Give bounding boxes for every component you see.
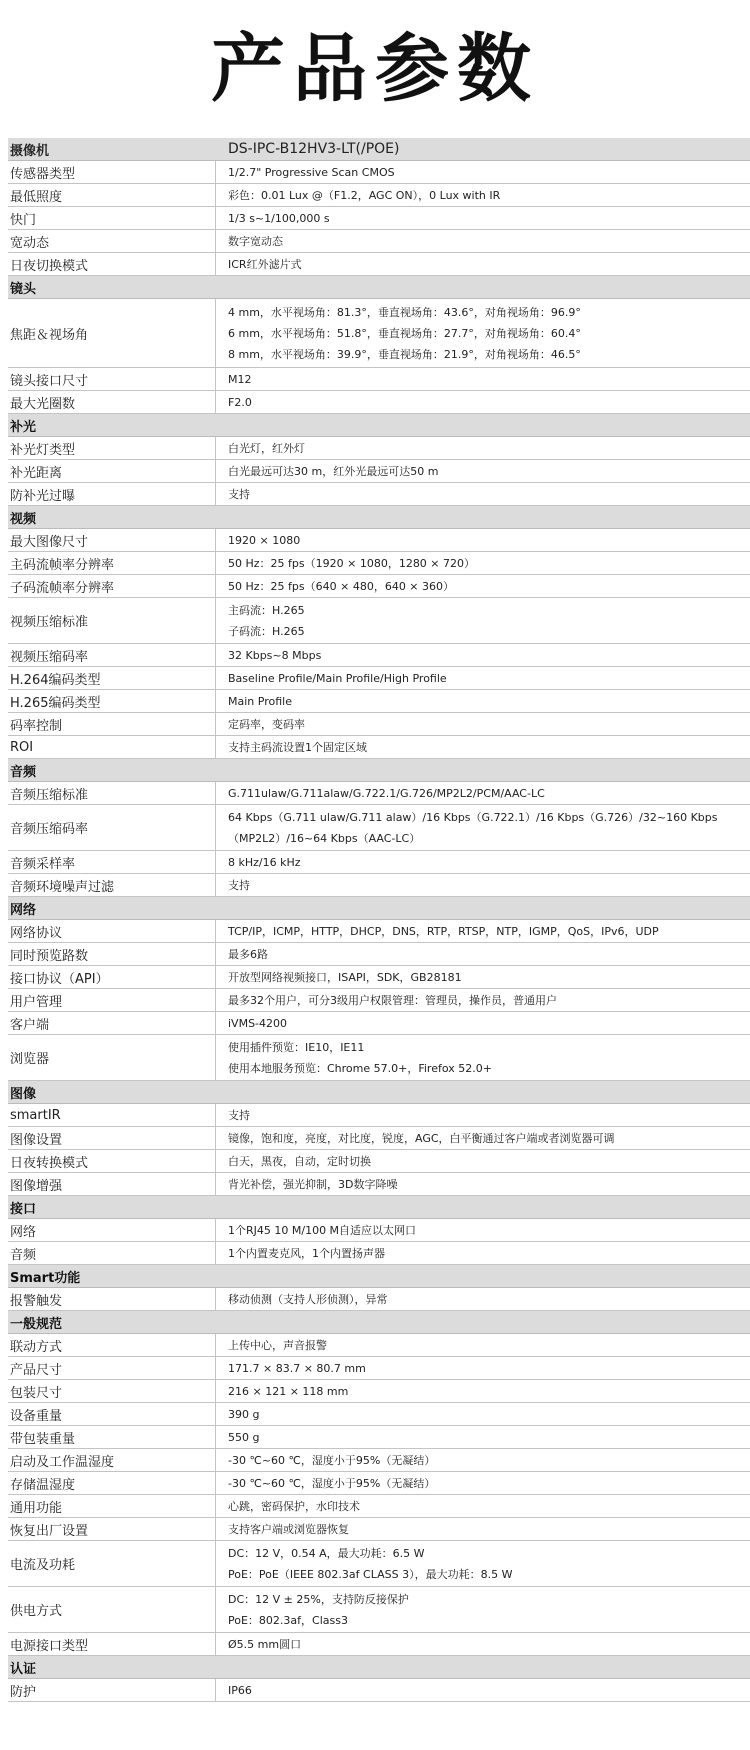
spec-label: 用户管理	[8, 989, 216, 1011]
spec-value	[216, 690, 750, 712]
spec-value	[216, 1449, 750, 1471]
spec-label: 客户端	[8, 1012, 216, 1034]
spec-row	[8, 989, 750, 1012]
spec-value-line: （MP2L2）/16~64 Kbps（AAC-LC）	[228, 831, 421, 845]
spec-value-line: Baseline Profile/Main Profile/High Profile	[228, 671, 447, 685]
spec-label: 子码流帧率分辨率	[8, 575, 216, 597]
spec-value-line: 1/3 s~1/100,000 s	[228, 211, 330, 225]
spec-value	[216, 184, 750, 206]
spec-label: 焦距＆视场角	[8, 299, 216, 367]
spec-row	[8, 690, 750, 713]
spec-label: 视频压缩标准	[8, 598, 216, 643]
spec-value	[216, 575, 750, 597]
spec-value-line: 1个RJ45 10 M/100 M自适应以太网口	[228, 1223, 417, 1237]
spec-value-line: DC：12 V，0.54 A，最大功耗：6.5 W	[228, 1546, 425, 1560]
spec-value	[216, 1104, 750, 1126]
spec-label: 启动及工作温湿度	[8, 1449, 216, 1471]
spec-row	[8, 368, 750, 391]
spec-row	[8, 1150, 750, 1173]
page-title: 产品参数	[211, 26, 539, 112]
spec-value	[216, 1633, 750, 1655]
spec-value	[216, 1587, 750, 1632]
spec-label: 日夜转换模式	[8, 1150, 216, 1172]
spec-row	[8, 598, 750, 644]
spec-row	[8, 920, 750, 943]
section-header	[8, 276, 750, 299]
spec-row	[8, 943, 750, 966]
section-title: 认证	[10, 1661, 37, 1677]
spec-value-line: 白天，黑夜，自动，定时切换	[228, 1154, 371, 1168]
section-title: 图像	[10, 1086, 37, 1102]
spec-value-line: 移动侦测（支持人形侦测），异常	[228, 1292, 388, 1306]
spec-row	[8, 1449, 750, 1472]
spec-value	[216, 1426, 750, 1448]
spec-value-line: 8 mm，水平视场角：39.9°，垂直视场角：21.9°，对角视场角：46.5°	[228, 347, 581, 361]
spec-label: 快门	[8, 207, 216, 229]
spec-row	[8, 874, 750, 897]
spec-row	[8, 1127, 750, 1150]
spec-label: 补光距离	[8, 460, 216, 482]
section-header	[8, 1196, 750, 1219]
spec-row	[8, 1288, 750, 1311]
spec-table	[8, 138, 750, 1702]
spec-value-line: 390 g	[228, 1407, 260, 1421]
section-header	[8, 414, 750, 437]
spec-row	[8, 184, 750, 207]
section-title: 补光	[10, 419, 37, 435]
spec-value	[216, 1357, 750, 1379]
spec-value	[216, 1127, 750, 1149]
spec-value-line: DC：12 V ± 25%，支持防反接保护	[228, 1592, 409, 1606]
spec-value	[216, 598, 750, 643]
spec-label: 电源接口类型	[8, 1633, 216, 1655]
spec-row	[8, 1242, 750, 1265]
spec-row	[8, 1633, 750, 1656]
spec-label: 供电方式	[8, 1587, 216, 1632]
spec-label: 音频采样率	[8, 851, 216, 873]
section-title: 一般规范	[10, 1316, 63, 1332]
spec-label: 网络协议	[8, 920, 216, 942]
spec-label: 电流及功耗	[8, 1541, 216, 1586]
section-header	[8, 897, 750, 920]
spec-value-line: TCP/IP，ICMP，HTTP，DHCP，DNS，RTP，RTSP，NTP，IGMP，QoS，IPv6，UDP	[228, 924, 659, 938]
spec-label: 视频压缩码率	[8, 644, 216, 666]
spec-value-line: F2.0	[228, 395, 252, 409]
page-header	[0, 0, 750, 138]
spec-value-line: 白光最远可达30 m，红外光最远可达50 m	[228, 464, 439, 478]
spec-label: 补光灯类型	[8, 437, 216, 459]
spec-label: 音频压缩标准	[8, 782, 216, 804]
spec-value	[216, 1380, 750, 1402]
spec-value	[216, 1472, 750, 1494]
spec-label: ROI	[8, 736, 216, 758]
spec-value-line: 550 g	[228, 1430, 260, 1444]
spec-value-line: 1920 × 1080	[228, 533, 301, 547]
section-title: Smart功能	[10, 1270, 81, 1286]
spec-value	[216, 437, 750, 459]
spec-row	[8, 299, 750, 368]
spec-value	[216, 299, 750, 367]
model-value: DS-IPC-B12HV3-LT(/POE)	[228, 141, 400, 157]
spec-value	[216, 851, 750, 873]
spec-row	[8, 552, 750, 575]
spec-value-line: 子码流：H.265	[228, 624, 305, 638]
spec-value	[216, 1035, 750, 1080]
spec-value-line: 最多32个用户，可分3级用户权限管理：管理员，操作员，普通用户	[228, 993, 557, 1007]
spec-row	[8, 483, 750, 506]
section-header	[8, 1081, 750, 1104]
spec-row	[8, 667, 750, 690]
spec-value	[216, 368, 750, 390]
spec-row	[8, 736, 750, 759]
spec-value	[216, 943, 750, 965]
spec-value	[216, 483, 750, 505]
spec-label: 存储温湿度	[8, 1472, 216, 1494]
spec-value-line: -30 ℃~60 ℃，湿度小于95%（无凝结）	[228, 1453, 436, 1467]
spec-value-line: PoE：802.3af，Class3	[228, 1613, 348, 1627]
spec-row	[8, 460, 750, 483]
spec-value-line: 8 kHz/16 kHz	[228, 855, 301, 869]
spec-value-line: -30 ℃~60 ℃，湿度小于95%（无凝结）	[228, 1476, 436, 1490]
spec-row	[8, 575, 750, 598]
spec-row	[8, 230, 750, 253]
spec-value-line: 支持主码流设置1个固定区域	[228, 740, 367, 754]
spec-label: 通用功能	[8, 1495, 216, 1517]
model-label: 摄像机	[10, 143, 50, 159]
spec-label: H.265编码类型	[8, 690, 216, 712]
spec-value	[216, 667, 750, 689]
spec-label: 最大图像尺寸	[8, 529, 216, 551]
spec-value	[216, 713, 750, 735]
spec-value-line: 50 Hz：25 fps（1920 × 1080，1280 × 720）	[228, 556, 476, 570]
spec-value	[216, 552, 750, 574]
spec-label: 码率控制	[8, 713, 216, 735]
spec-row	[8, 1472, 750, 1495]
spec-value-line: 216 × 121 × 118 mm	[228, 1384, 349, 1398]
spec-value	[216, 989, 750, 1011]
spec-label: 最低照度	[8, 184, 216, 206]
section-header	[8, 1311, 750, 1334]
section-title: 镜头	[10, 281, 37, 297]
spec-value	[216, 1288, 750, 1310]
spec-value	[216, 805, 750, 850]
spec-label: 设备重量	[8, 1403, 216, 1425]
spec-value-line: 镜像，饱和度，亮度，对比度，锐度，AGC，白平衡通过客户端或者浏览器可调	[228, 1131, 615, 1145]
spec-value-line: 彩色：0.01 Lux @（F1.2，AGC ON），0 Lux with IR	[228, 188, 501, 202]
spec-value-line: 上传中心，声音报警	[228, 1338, 327, 1352]
spec-value-line: 最多6路	[228, 947, 268, 961]
section-header	[8, 1265, 750, 1288]
spec-label: 同时预览路数	[8, 943, 216, 965]
spec-label: 浏览器	[8, 1035, 216, 1080]
spec-value-line: 32 Kbps~8 Mbps	[228, 648, 322, 662]
spec-row	[8, 1012, 750, 1035]
spec-row	[8, 1541, 750, 1587]
spec-row	[8, 644, 750, 667]
spec-row	[8, 1035, 750, 1081]
spec-label: 最大光圈数	[8, 391, 216, 413]
spec-label: 图像增强	[8, 1173, 216, 1195]
spec-label: 传感器类型	[8, 161, 216, 183]
spec-row	[8, 161, 750, 184]
spec-label: 主码流帧率分辨率	[8, 552, 216, 574]
spec-value-line: ICR红外滤片式	[228, 257, 302, 271]
spec-value	[216, 1518, 750, 1540]
spec-value	[216, 874, 750, 896]
spec-row	[8, 207, 750, 230]
spec-label: 报警触发	[8, 1288, 216, 1310]
spec-value	[216, 1541, 750, 1586]
spec-value	[216, 391, 750, 413]
spec-value	[216, 207, 750, 229]
spec-value-line: M12	[228, 372, 252, 386]
spec-row	[8, 1679, 750, 1702]
section-header	[8, 1656, 750, 1679]
spec-row	[8, 1173, 750, 1196]
spec-row	[8, 1403, 750, 1426]
spec-value-line: 4 mm，水平视场角：81.3°，垂直视场角：43.6°，对角视场角：96.9°	[228, 305, 581, 319]
spec-value-line: 1/2.7" Progressive Scan CMOS	[228, 165, 395, 179]
spec-value	[216, 1219, 750, 1241]
spec-value	[216, 460, 750, 482]
spec-label: 镜头接口尺寸	[8, 368, 216, 390]
spec-label: 音频环境噪声过滤	[8, 874, 216, 896]
spec-row	[8, 1380, 750, 1403]
spec-value	[216, 1495, 750, 1517]
spec-value	[216, 736, 750, 758]
spec-value-line: 支持	[228, 878, 250, 892]
section-title: 音频	[10, 764, 37, 780]
spec-label: 包装尺寸	[8, 1380, 216, 1402]
spec-value-line: 定码率，变码率	[228, 717, 305, 731]
spec-value	[216, 1334, 750, 1356]
spec-value-line: 数字宽动态	[228, 234, 283, 248]
spec-value-line: 使用本地服务预览：Chrome 57.0+，Firefox 52.0+	[228, 1061, 492, 1075]
spec-value-line: 背光补偿，强光抑制，3D数字降噪	[228, 1177, 398, 1191]
spec-value	[216, 1242, 750, 1264]
spec-value-line: 6 mm，水平视场角：51.8°，垂直视场角：27.7°，对角视场角：60.4°	[228, 326, 581, 340]
spec-value	[216, 161, 750, 183]
spec-label: 音频	[8, 1242, 216, 1264]
spec-value	[216, 782, 750, 804]
spec-value-line: 支持	[228, 1108, 250, 1122]
spec-value-line: 171.7 × 83.7 × 80.7 mm	[228, 1361, 366, 1375]
spec-value-line: 开放型网络视频接口，ISAPI，SDK，GB28181	[228, 970, 462, 984]
spec-label: 音频压缩码率	[8, 805, 216, 850]
spec-label: 产品尺寸	[8, 1357, 216, 1379]
spec-value-line: iVMS-4200	[228, 1016, 288, 1030]
spec-value-line: 50 Hz：25 fps（640 × 480，640 × 360）	[228, 579, 455, 593]
model-row	[8, 138, 750, 161]
spec-value-line: 支持客户端或浏览器恢复	[228, 1522, 349, 1536]
spec-value	[216, 966, 750, 988]
spec-row	[8, 713, 750, 736]
spec-value	[216, 253, 750, 275]
spec-row	[8, 1495, 750, 1518]
spec-value	[216, 1173, 750, 1195]
spec-row	[8, 1219, 750, 1242]
spec-value	[216, 1012, 750, 1034]
spec-value	[216, 1403, 750, 1425]
spec-value-line: G.711ulaw/G.711alaw/G.722.1/G.726/MP2L2/PCM/AAC-LC	[228, 786, 545, 800]
section-header	[8, 506, 750, 529]
spec-row	[8, 391, 750, 414]
spec-row	[8, 1587, 750, 1633]
spec-row	[8, 782, 750, 805]
spec-value-line: 使用插件预览：IE10，IE11	[228, 1040, 365, 1054]
section-header	[8, 759, 750, 782]
spec-label: 恢复出厂设置	[8, 1518, 216, 1540]
spec-value	[216, 644, 750, 666]
spec-label: 图像设置	[8, 1127, 216, 1149]
spec-row	[8, 805, 750, 851]
spec-row	[8, 1518, 750, 1541]
spec-value-line: PoE：PoE（IEEE 802.3af CLASS 3），最大功耗：8.5 W	[228, 1567, 513, 1581]
spec-label: 防护	[8, 1679, 216, 1701]
spec-value-line: Ø5.5 mm圆口	[228, 1637, 302, 1651]
spec-value-line: 64 Kbps（G.711 ulaw/G.711 alaw）/16 Kbps（G.722.1）/16 Kbps（G.726）/32~160 Kbps	[228, 810, 718, 824]
spec-value	[216, 1679, 750, 1701]
spec-label: 日夜切换模式	[8, 253, 216, 275]
spec-value-line: 心跳，密码保护，水印技术	[228, 1499, 360, 1513]
spec-row	[8, 966, 750, 989]
section-title: 接口	[10, 1201, 37, 1217]
spec-label: 网络	[8, 1219, 216, 1241]
spec-label: 防补光过曝	[8, 483, 216, 505]
spec-value-line: IP66	[228, 1683, 252, 1697]
section-title: 网络	[10, 902, 37, 918]
spec-row	[8, 1357, 750, 1380]
spec-label: H.264编码类型	[8, 667, 216, 689]
spec-row	[8, 1334, 750, 1357]
spec-label: 宽动态	[8, 230, 216, 252]
spec-label: 带包装重量	[8, 1426, 216, 1448]
spec-value	[216, 529, 750, 551]
spec-value-line: 白光灯，红外灯	[228, 441, 305, 455]
spec-value	[216, 920, 750, 942]
spec-row	[8, 529, 750, 552]
section-title: 视频	[10, 511, 37, 527]
spec-value	[216, 1150, 750, 1172]
spec-value-line: 支持	[228, 487, 250, 501]
spec-row	[8, 1104, 750, 1127]
spec-value	[216, 230, 750, 252]
spec-value-line: 1个内置麦克风，1个内置扬声器	[228, 1246, 385, 1260]
spec-label: 接口协议（API）	[8, 966, 216, 988]
spec-value-line: Main Profile	[228, 694, 292, 708]
spec-row	[8, 851, 750, 874]
spec-label: 联动方式	[8, 1334, 216, 1356]
spec-row	[8, 1426, 750, 1449]
spec-row	[8, 253, 750, 276]
spec-row	[8, 437, 750, 460]
spec-value-line: 主码流：H.265	[228, 603, 305, 617]
spec-label: smartIR	[8, 1104, 216, 1126]
